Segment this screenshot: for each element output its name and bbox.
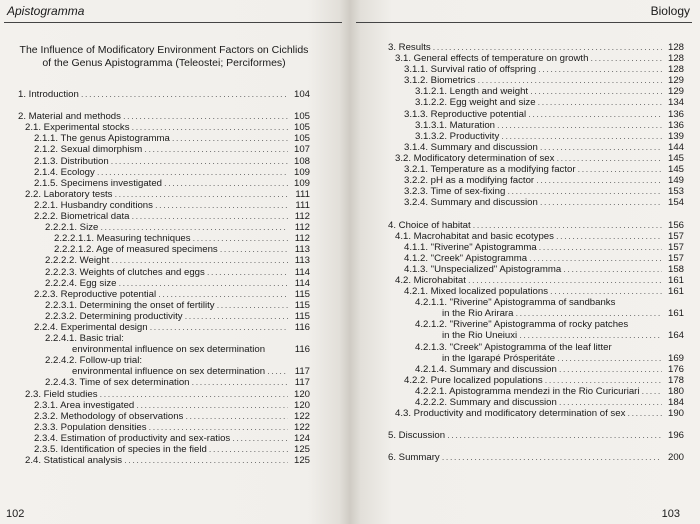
toc-entry-page: 117 [294, 377, 310, 389]
toc-entry-page: 114 [294, 266, 310, 278]
toc-leader-dots [192, 377, 288, 388]
toc-entry [18, 366, 310, 377]
toc-entry-label: 2.2.3. Reproductive potential [34, 288, 157, 300]
toc-leader-dots [539, 242, 662, 253]
toc-entry [18, 400, 310, 411]
toc-entry [18, 322, 310, 333]
toc-entry [18, 389, 310, 400]
toc-entry [18, 156, 310, 167]
toc-leader-dots [590, 53, 662, 64]
toc-leader-dots [550, 286, 662, 297]
toc-entry [388, 64, 684, 75]
toc-entry [388, 197, 684, 208]
toc-leader-dots [172, 133, 288, 144]
toc-leader-dots [477, 75, 662, 86]
toc-entry-page: 129 [667, 75, 684, 87]
toc-entry-label: 3. Results [388, 42, 431, 53]
toc-entry [388, 275, 684, 286]
toc-spacer [388, 419, 684, 430]
toc-leader-dots [207, 267, 288, 278]
toc-leader-dots [473, 220, 662, 231]
toc-leader-dots [540, 142, 662, 153]
toc-entry-label: 2.3.5. Identification of species in the field [34, 444, 207, 455]
toc-leader-dots [536, 175, 662, 186]
toc-entry-label: 4.3. Productivity and modificatory determination of sex [395, 408, 626, 420]
toc-entry [18, 433, 310, 444]
toc-entry-page: 184 [667, 397, 684, 408]
toc-entry-label: 2.3.2. Methodology of observations [34, 410, 184, 422]
toc-entry-page: 144 [667, 141, 684, 153]
toc-entry-page: 108 [293, 155, 310, 167]
toc-leader-dots [559, 397, 662, 408]
toc-entry-page: 156 [667, 219, 684, 231]
toc-leader-dots [97, 167, 288, 178]
toc-entry [388, 53, 684, 64]
toc-entry-label: 4.1.1. "Riverine" Apistogramma [404, 241, 537, 253]
toc-entry [388, 330, 684, 341]
toc-entry [388, 375, 684, 386]
toc-leader-dots [447, 430, 662, 441]
toc-entry-page: 161 [667, 286, 684, 298]
toc-leader-dots [185, 411, 288, 422]
toc-entry [388, 164, 684, 175]
toc-entry [18, 189, 310, 200]
toc-entry [388, 109, 684, 120]
toc-leader-dots [556, 231, 662, 242]
toc-entry [388, 175, 684, 186]
toc-entry-label: 3.1.2. Biometrics [404, 75, 476, 87]
toc-entry-page: 145 [667, 164, 684, 176]
toc-entry-label: 4.1. Macrohabitat and basic ecotypes [395, 230, 554, 242]
toc-entry-page: 149 [667, 175, 684, 187]
toc-entry-page: 161 [667, 308, 684, 320]
toc-entry [18, 200, 310, 211]
toc-entry-page: 196 [667, 430, 684, 442]
toc-entry-page: 116 [294, 344, 310, 356]
toc-entry-page: 112 [294, 222, 310, 234]
toc-entry [388, 253, 684, 264]
toc-entry-page: 115 [294, 288, 310, 300]
toc-entry-label: 4.2.2.2. Summary and discussion [415, 397, 557, 408]
toc-entry-page: 111 [295, 199, 310, 211]
toc-leader-dots [468, 275, 662, 286]
toc-entry-label: 3.2.3. Time of sex-fixing [404, 186, 506, 198]
table-of-contents-right [388, 42, 684, 464]
toc-leader-dots [515, 308, 662, 319]
toc-leader-dots [545, 375, 662, 386]
toc-entry-label: 4.1.3. "Unspecialized" Apistogramma [404, 263, 562, 275]
toc-entry-label: 4.2.1.2. "Riverine" Apistogramma of rocky patches [415, 319, 629, 331]
toc-entry [388, 120, 684, 131]
toc-entry-label: 2.1.2. Sexual dimorphism [34, 144, 143, 156]
toc-entry-label: 2.1.3. Distribution [34, 155, 109, 167]
toc-leader-dots [158, 289, 288, 300]
toc-entry-label: 2.1.5. Specimens investigated [34, 177, 162, 189]
toc-entry-page: 161 [667, 274, 684, 286]
toc-entry-page: 136 [667, 119, 684, 131]
toc-entry-label: 3.2.4. Summary and discussion [404, 197, 538, 209]
toc-entry-label: 2.1. Experimental stocks [25, 122, 130, 134]
toc-entry [388, 397, 684, 408]
toc-entry [18, 344, 310, 355]
toc-entry [388, 42, 684, 53]
toc-entry-label: 2.3.3. Population densities [34, 421, 147, 433]
toc-entry-page: 128 [667, 53, 684, 65]
toc-entry [388, 452, 684, 463]
toc-entry-label: 3.1.4. Summary and discussion [404, 141, 538, 153]
toc-entry-page: 117 [294, 366, 310, 378]
toc-entry-page: 116 [294, 321, 310, 333]
toc-entry-label: 2.3.4. Estimation of productivity and sex-ratios [34, 432, 231, 444]
toc-entry [18, 167, 310, 178]
toc-entry [18, 333, 310, 344]
toc-entry [18, 444, 310, 455]
toc-entry-label: environmental influence on sex determination [72, 344, 266, 356]
toc-leader-dots [540, 197, 662, 208]
toc-leader-dots [559, 364, 662, 375]
toc-leader-dots [111, 255, 288, 266]
toc-leader-dots [557, 353, 662, 364]
toc-entry [18, 144, 310, 155]
toc-leader-dots [209, 444, 288, 455]
toc-entry-page: 190 [667, 408, 684, 420]
toc-leader-dots [150, 322, 288, 333]
toc-entry-label: 4.2.2. Pure localized populations [404, 374, 543, 386]
toc-leader-dots [123, 111, 288, 122]
toc-entry [18, 422, 310, 433]
toc-entry-page: 157 [667, 252, 684, 264]
document-title: The Influence of Modificatory Environment Factors on Cichlids of the Genus Apistogramma (Teleostei; Perciformes) [19, 44, 309, 69]
toc-leader-dots [627, 408, 662, 419]
toc-entry-page: 105 [293, 122, 310, 134]
toc-entry-page: 104 [293, 89, 310, 100]
toc-entry-label: 2.2.2.1.1. Measuring techniques [54, 233, 191, 245]
toc-leader-dots [528, 109, 662, 120]
toc-leader-dots [118, 278, 288, 289]
toc-entry [18, 311, 310, 322]
toc-entry-label: 2.1.1. The genus Apistogramma [34, 133, 170, 145]
toc-entry-page: 105 [293, 111, 310, 123]
toc-leader-dots [100, 389, 288, 400]
toc-entry [388, 386, 684, 397]
page-number-left: 102 [6, 508, 25, 520]
toc-entry-page: 157 [667, 230, 684, 242]
toc-entry [18, 233, 310, 244]
toc-entry-page: 154 [667, 197, 684, 209]
toc-leader-dots [220, 244, 288, 255]
toc-leader-dots [433, 42, 662, 53]
toc-entry [388, 364, 684, 375]
toc-entry-page: 180 [667, 385, 684, 397]
toc-entry-label: 3.1.1. Survival ratio of offspring [404, 64, 537, 76]
toc-entry [388, 319, 684, 330]
toc-entry-page: 128 [667, 42, 684, 53]
toc-entry-label: 3.1.2.1. Length and weight [415, 86, 529, 98]
toc-entry [388, 86, 684, 97]
toc-entry [388, 186, 684, 197]
toc-entry-page: 128 [667, 64, 684, 76]
toc-entry-label: 2.1.4. Ecology [34, 166, 95, 178]
toc-leader-dots [538, 64, 662, 75]
toc-leader-dots [185, 311, 288, 322]
toc-entry-label: 2.3.1. Area investigated [34, 399, 135, 411]
toc-entry-page: 139 [667, 130, 684, 142]
toc-leader-dots [114, 189, 288, 200]
toc-entry [388, 75, 684, 86]
toc-leader-dots [111, 156, 288, 167]
toc-leader-dots [556, 153, 662, 164]
toc-leader-dots [267, 366, 288, 377]
toc-entry-label: 2.2.4.2. Follow-up trial: [45, 355, 143, 367]
toc-entry-page: 153 [667, 186, 684, 198]
toc-entry [388, 353, 684, 364]
toc-entry-label: 2. Material and methods [18, 111, 121, 123]
table-of-contents-left [18, 89, 310, 466]
toc-entry-page: 164 [667, 330, 684, 342]
toc-spacer [388, 208, 684, 219]
toc-entry [18, 411, 310, 422]
toc-leader-dots [193, 233, 288, 244]
toc-leader-dots [81, 89, 288, 100]
toc-entry-label: 2.2.3.1. Determining the onset of fertility [45, 299, 215, 311]
toc-entry [18, 455, 310, 466]
running-header-left: Apistogramma [7, 4, 85, 18]
toc-entry-page: 109 [293, 166, 310, 178]
toc-entry [388, 297, 684, 308]
toc-entry [18, 89, 310, 100]
toc-entry-page: 125 [293, 444, 310, 455]
page-number-right: 103 [661, 508, 680, 520]
toc-entry-label: 3.1. General effects of temperature on growth [395, 53, 589, 65]
toc-entry-label: 2.2.2.1. Size [45, 222, 99, 234]
toc-leader-dots [538, 97, 662, 108]
toc-leader-dots [124, 455, 288, 466]
toc-entry [388, 153, 684, 164]
running-header-right: Biology [650, 4, 690, 18]
toc-spacer [388, 441, 684, 452]
toc-entry-label: 3.2.2. pH as a modifying factor [404, 175, 535, 187]
toc-entry-page: 178 [667, 374, 684, 386]
toc-entry [388, 231, 684, 242]
toc-entry [18, 355, 310, 366]
toc-entry [388, 242, 684, 253]
toc-entry [18, 133, 310, 144]
toc-entry [18, 244, 310, 255]
toc-entry-label: 4.2.1.1. "Riverine" Apistogramma of sandbanks [415, 297, 616, 309]
toc-entry-page: 105 [293, 133, 310, 145]
toc-entry-page: 176 [667, 363, 684, 375]
toc-leader-dots [100, 222, 288, 233]
toc-entry-label: environmental influence on sex determination [72, 366, 266, 378]
toc-entry-page: 145 [667, 152, 684, 164]
toc-leader-dots [497, 120, 662, 131]
toc-leader-dots [642, 386, 663, 397]
toc-leader-dots [164, 178, 288, 189]
toc-entry [388, 264, 684, 275]
toc-entry-label: 2.4. Statistical analysis [25, 455, 123, 467]
toc-entry-label: in the Rio Uneiuxi [442, 330, 518, 342]
toc-entry-label: 4.2.1.3. "Creek" Apistogramma of the leaf litter [415, 341, 612, 353]
toc-entry-label: 4.2. Microhabitat [395, 274, 466, 286]
toc-entry-label: 2.2.4. Experimental design [34, 321, 148, 333]
toc-entry-page: 122 [293, 410, 310, 422]
toc-leader-dots [131, 211, 288, 222]
toc-leader-dots [149, 422, 288, 433]
toc-leader-dots [519, 330, 662, 341]
toc-entry-page: 122 [293, 421, 310, 433]
toc-entry-page: 112 [294, 211, 310, 223]
toc-entry-label: 4. Choice of habitat [388, 219, 471, 231]
toc-entry [388, 408, 684, 419]
toc-entry [388, 430, 684, 441]
toc-entry-label: 2.2.2. Biometrical data [34, 211, 130, 223]
toc-entry [388, 142, 684, 153]
toc-entry-page: 120 [293, 399, 310, 411]
toc-entry-page: 169 [667, 352, 684, 364]
toc-entry-page: 120 [293, 388, 310, 400]
toc-entry-page: 134 [667, 97, 684, 109]
toc-entry [18, 300, 310, 311]
toc-entry-page: 158 [667, 263, 684, 275]
toc-entry-label: 2.2.1. Husbandry conditions [34, 199, 153, 211]
toc-entry-page: 107 [293, 144, 310, 156]
toc-entry [18, 278, 310, 289]
toc-entry-label: 2.2.2.3. Weights of clutches and eggs [45, 266, 205, 278]
toc-entry [18, 122, 310, 133]
toc-entry [388, 220, 684, 231]
toc-entry-page: 200 [667, 452, 684, 464]
toc-entry-label: 4.2.1. Mixed localized populations [404, 286, 548, 298]
toc-entry-page: 125 [293, 455, 310, 467]
toc-entry [18, 377, 310, 388]
toc-entry-label: 2.3. Field studies [25, 388, 98, 400]
toc-entry-label: 1. Introduction [18, 89, 79, 100]
toc-entry-page: 114 [294, 277, 310, 289]
toc-leader-dots [232, 433, 288, 444]
toc-entry [18, 267, 310, 278]
header-rule-left [4, 22, 342, 23]
toc-entry-label: 4.2.2.1. Apistogramma mendezi in the Rio Curicuriari [415, 385, 640, 397]
toc-entry-page: 111 [295, 188, 310, 200]
toc-entry-label: 6. Summary [388, 452, 440, 464]
toc-entry-page: 157 [667, 241, 684, 253]
toc-entry [388, 97, 684, 108]
toc-leader-dots [578, 164, 662, 175]
toc-entry-page: 129 [667, 86, 684, 98]
toc-entry-label: in the Igarapé Prósperitáte [442, 352, 556, 364]
right-page [350, 0, 700, 524]
header-rule-right [356, 22, 692, 23]
toc-entry [388, 342, 684, 353]
toc-entry-label: 5. Discussion [388, 430, 446, 442]
toc-entry-label: 3.2. Modificatory determination of sex [395, 152, 555, 164]
toc-entry [18, 289, 310, 300]
toc-entry-page: 113 [294, 244, 310, 256]
toc-leader-dots [442, 452, 662, 463]
toc-entry-page: 109 [293, 177, 310, 189]
toc-entry-label: 4.2.1.4. Summary and discussion [415, 363, 557, 375]
toc-entry-label: 3.1.2.2. Egg weight and size [415, 97, 536, 109]
toc-leader-dots [501, 131, 662, 142]
toc-entry-label: 2.2. Laboratory tests [25, 188, 113, 200]
toc-entry-label: 3.1.3. Reproductive potential [404, 108, 527, 120]
toc-entry-label: 2.2.2.1.2. Age of measured specimens [54, 244, 218, 256]
toc-entry-page: 124 [293, 432, 310, 444]
toc-entry [18, 222, 310, 233]
toc-entry-page: 115 [294, 299, 310, 311]
toc-spacer [18, 100, 310, 111]
toc-entry-label: in the Rio Arirara [442, 308, 514, 320]
toc-leader-dots [136, 400, 288, 411]
toc-entry [388, 308, 684, 319]
toc-entry-label: 2.2.2.2. Weight [45, 255, 110, 267]
toc-entry-page: 113 [294, 255, 310, 267]
toc-entry [388, 286, 684, 297]
toc-leader-dots [132, 122, 288, 133]
toc-entry-label: 2.2.4.3. Time of sex determination [45, 377, 190, 389]
toc-leader-dots [563, 264, 662, 275]
toc-leader-dots [155, 200, 288, 211]
toc-entry-label: 3.1.3.1. Maturation [415, 119, 495, 131]
toc-leader-dots [144, 144, 288, 155]
toc-entry-label: 2.2.4.1. Basic trial: [45, 333, 124, 345]
toc-entry [18, 111, 310, 122]
toc-entry-label: 4.1.2. "Creek" Apistogramma [404, 252, 528, 264]
toc-entry-label: 3.1.3.2. Productivity [415, 130, 500, 142]
toc-entry [388, 131, 684, 142]
toc-entry [18, 255, 310, 266]
toc-entry [18, 178, 310, 189]
toc-leader-dots [530, 86, 662, 97]
toc-entry [18, 211, 310, 222]
toc-entry-label: 2.2.3.2. Determining productivity [45, 310, 183, 322]
toc-leader-dots [217, 300, 288, 311]
toc-leader-dots [529, 253, 662, 264]
toc-leader-dots [507, 186, 662, 197]
toc-entry-page: 115 [294, 310, 310, 322]
toc-entry-label: 3.2.1. Temperature as a modifying factor [404, 164, 576, 176]
toc-entry-label: 2.2.2.4. Egg size [45, 277, 117, 289]
toc-entry-page: 112 [294, 233, 310, 245]
toc-entry-page: 136 [667, 108, 684, 120]
